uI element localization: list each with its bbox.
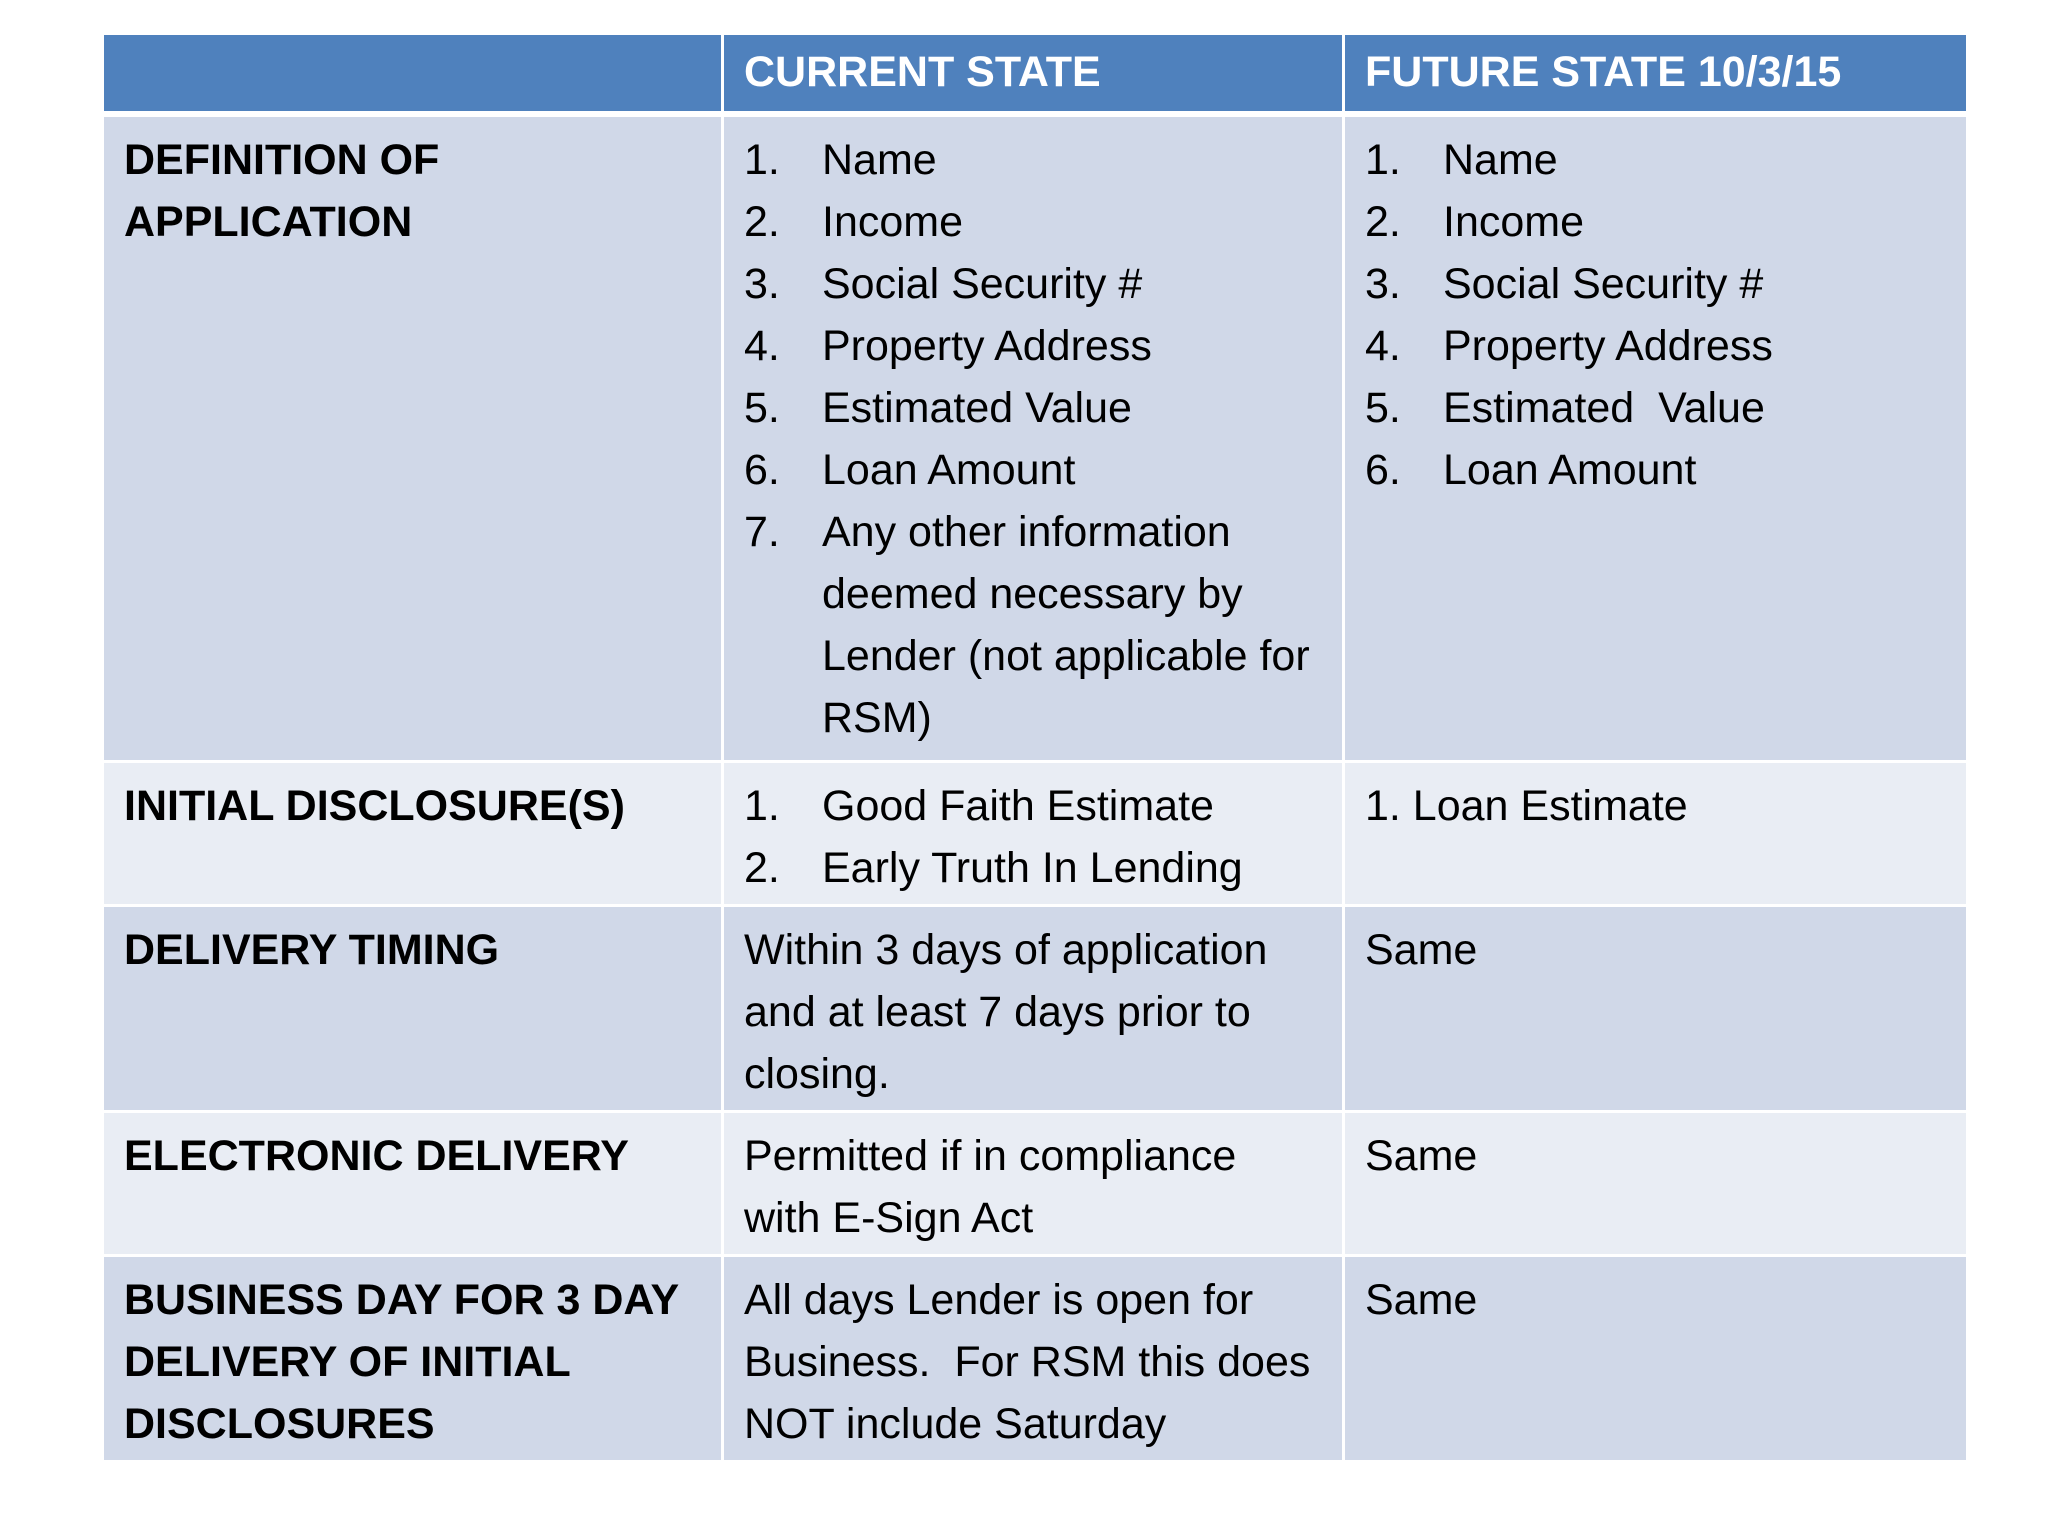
- comparison-table: [104, 35, 1966, 1463]
- list-item: 3. Social Security #: [744, 260, 1143, 308]
- list-item: 4. Property Address: [744, 322, 1152, 370]
- row-label-delivery-timing: DELIVERY TIMING: [104, 907, 724, 1113]
- current-disclosures-list: [744, 775, 1322, 899]
- comparison-table-wrapper: [104, 35, 1966, 1463]
- table-row: [104, 907, 1966, 1113]
- future-state-cell: Same: [1345, 1257, 1966, 1463]
- list-item: 2. Income: [744, 198, 964, 246]
- current-application-list: [744, 129, 1322, 749]
- header-row: [104, 35, 1966, 117]
- future-state-cell: 1. Loan Estimate: [1345, 763, 1966, 907]
- list-item: 5. Estimated Value: [744, 384, 1132, 432]
- list-item: 1. Name: [1365, 136, 1558, 184]
- future-state-cell: [1345, 117, 1966, 763]
- row-label-electronic-delivery: ELECTRONIC DELIVERY: [104, 1113, 724, 1257]
- list-item: 1. Name: [744, 136, 937, 184]
- list-item: 3. Social Security #: [1365, 260, 1764, 308]
- row-label-definition-of-application: DEFINITION OF APPLICATION: [104, 117, 724, 763]
- header-current-state: CURRENT STATE: [724, 35, 1345, 117]
- future-state-cell: Same: [1345, 907, 1966, 1113]
- current-state-cell: Within 3 days of application and at least 7 days prior to closing.: [724, 907, 1345, 1113]
- current-state-cell: [724, 117, 1345, 763]
- table-row: [104, 1257, 1966, 1463]
- list-item: 6. Loan Amount: [744, 446, 1076, 494]
- current-state-cell: All days Lender is open for Business. For RSM this does NOT include Saturday: [724, 1257, 1345, 1463]
- table-row: [104, 1113, 1966, 1257]
- list-item: 1. Good Faith Estimate: [744, 782, 1214, 830]
- list-item: 7. Any other information deemed necessary by Lender (not applicable for RSM): [744, 508, 1310, 742]
- current-state-cell: Permitted if in compliance with E-Sign Act: [724, 1113, 1345, 1257]
- table-row: [104, 763, 1966, 907]
- table-row: [104, 117, 1966, 763]
- list-item: 2. Income: [1365, 198, 1585, 246]
- future-application-list: [1365, 129, 1946, 501]
- list-item: 6. Loan Amount: [1365, 446, 1697, 494]
- list-item: 4. Property Address: [1365, 322, 1773, 370]
- current-state-cell: [724, 763, 1345, 907]
- list-item: 2. Early Truth In Lending: [744, 844, 1243, 892]
- list-item: 5. Estimated Value: [1365, 384, 1765, 432]
- header-future-state: FUTURE STATE 10/3/15: [1345, 35, 1966, 117]
- header-blank-cell: [104, 35, 724, 117]
- row-label-initial-disclosures: INITIAL DISCLOSURE(S): [104, 763, 724, 907]
- row-label-business-day: BUSINESS DAY FOR 3 DAY DELIVERY OF INITIAL DISCLOSURES: [104, 1257, 724, 1463]
- future-state-cell: Same: [1345, 1113, 1966, 1257]
